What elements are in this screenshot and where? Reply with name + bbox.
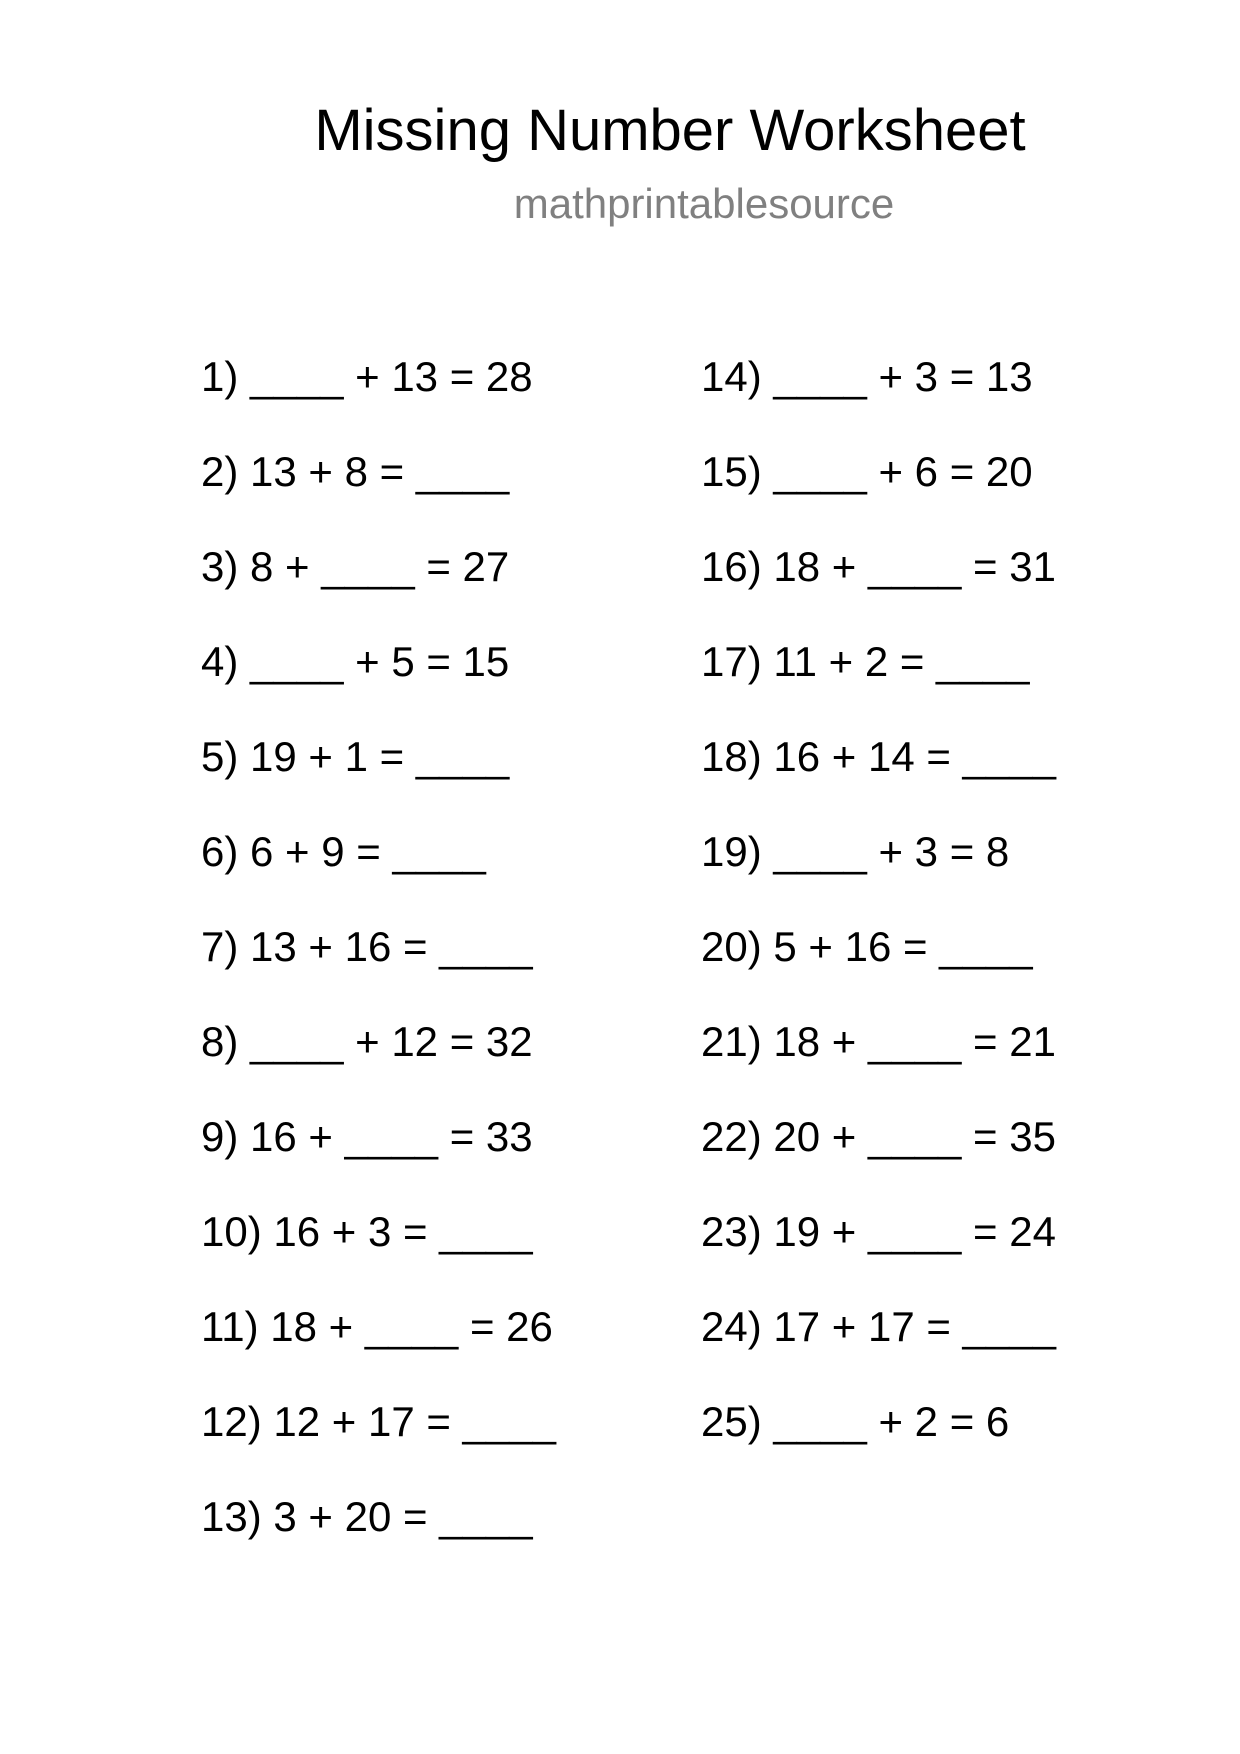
- problem-13: 13) 3 + 20 = ____: [201, 1493, 533, 1540]
- problem-16: 16) 18 + ____ = 31: [701, 543, 1056, 590]
- problem-5: 5) 19 + 1 = ____: [201, 733, 510, 780]
- problem-7: 7) 13 + 16 = ____: [201, 923, 533, 970]
- problem-20: 20) 5 + 16 = ____: [701, 923, 1033, 970]
- problem-9: 9) 16 + ____ = 33: [201, 1113, 533, 1160]
- worksheet-subtitle: mathprintablesource: [513, 180, 895, 227]
- problem-6: 6) 6 + 9 = ____: [201, 828, 486, 875]
- problem-19: 19) ____ + 3 = 8: [701, 828, 1010, 875]
- problem-25: 25) ____ + 2 = 6: [701, 1398, 1010, 1445]
- problem-15: 15) ____ + 6 = 20: [701, 448, 1033, 495]
- problem-18: 18) 16 + 14 = ____: [701, 733, 1056, 780]
- worksheet-title: Missing Number Worksheet: [314, 98, 1026, 163]
- problem-3: 3) 8 + ____ = 27: [201, 543, 510, 590]
- problem-11: 11) 18 + ____ = 26: [201, 1303, 553, 1350]
- problem-2: 2) 13 + 8 = ____: [201, 448, 510, 495]
- problem-21: 21) 18 + ____ = 21: [701, 1018, 1056, 1065]
- problems-left-column: [201, 353, 556, 1588]
- problem-22: 22) 20 + ____ = 35: [701, 1113, 1056, 1160]
- problem-23: 23) 19 + ____ = 24: [701, 1208, 1056, 1255]
- problem-1: 1) ____ + 13 = 28: [201, 353, 533, 400]
- problem-14: 14) ____ + 3 = 13: [701, 353, 1033, 400]
- problems-right-column: [701, 353, 1056, 1493]
- problem-8: 8) ____ + 12 = 32: [201, 1018, 533, 1065]
- problem-10: 10) 16 + 3 = ____: [201, 1208, 533, 1255]
- problem-4: 4) ____ + 5 = 15: [201, 638, 510, 685]
- problem-12: 12) 12 + 17 = ____: [201, 1398, 556, 1445]
- problem-17: 17) 11 + 2 = ____: [701, 638, 1030, 685]
- problem-24: 24) 17 + 17 = ____: [701, 1303, 1056, 1350]
